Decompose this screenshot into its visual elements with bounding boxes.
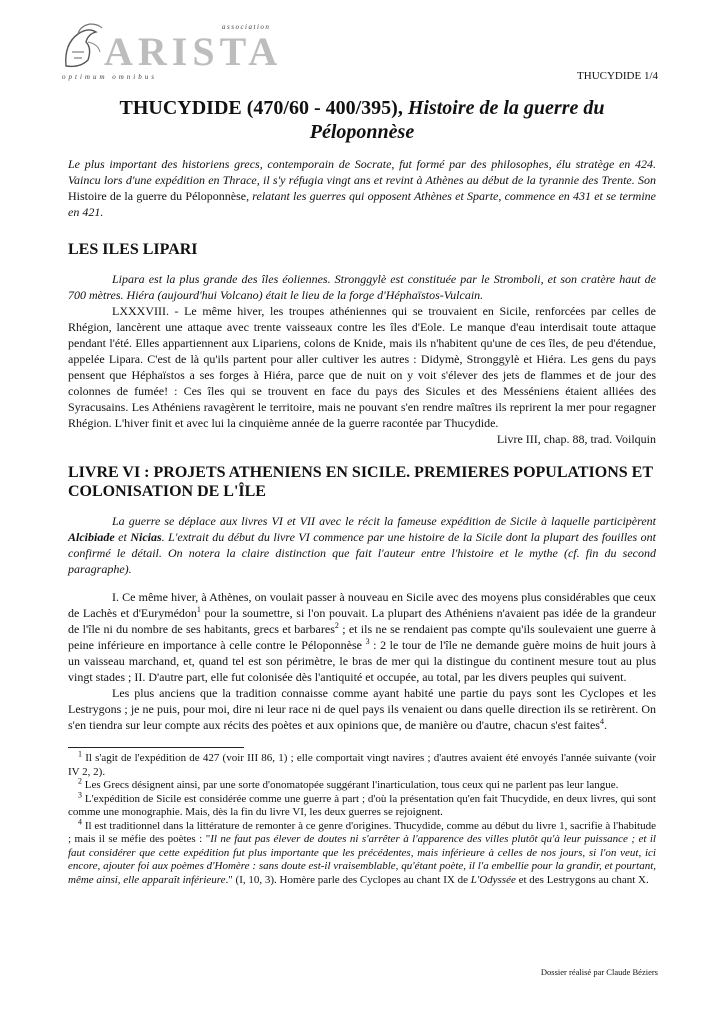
- p1-text-d: : 2 le tour de l'île ne demande guère moins de huit jours à un vaisseau marchand, et, quand tel est son périmètre, le bras de mer qui la distingue du continent mesure tout au plus vingt stades ; II. D'autre part, elle fut colonisée dès l'antiquité et occupée, au total, par les divers peuples qui suivent.: [68, 638, 656, 684]
- name-alcibiade: Alcibiade: [68, 530, 115, 544]
- warrior-helmet-icon: [58, 22, 104, 72]
- footnote-quote: Il ne faut pas élever de doutes ni s'arrêter à l'apparence des villes plutôt qu'à leur puissance ; et il faut considérer que cette expédition fut plus importante que les précédentes, mais inférieure à celles de nos jours, si l'on veut, ici encore, ajouter foi aux poèmes d'Homère : sans doute est-il vraisemblable, qu'étant poète, il l'a embellie pour la grandir, et pourtant, même ainsi, elle apparaît inférieure: [68, 833, 656, 886]
- footnote-number: 3: [78, 789, 82, 799]
- intro-text-1: Le plus important des historiens grecs, contemporain de Socrate, fut formé par des philosophes, élu stratège en 424. Vaincu lors d'une expédition en Thrace, il s'y réfugia vingt ans et revint à Athènes au début de la tyrannie des Trente. Son: [68, 157, 656, 187]
- footnote-number: 4: [78, 816, 82, 826]
- page-title: [68, 96, 656, 144]
- lead-text-c: . L'extrait du début du livre VI commence par une histoire de la Sicile dont la plupart des fouilles ont confirmé le détail. On notera la claire distinction que fait l'auteur entre l'histoire et le mythe (cf. fin du second paragraphe).: [68, 530, 656, 576]
- logo-motto: optimum omnibus: [62, 73, 157, 81]
- footnote-3: [68, 789, 656, 820]
- title-main: THUCYDIDE (470/60 - 400/395),: [119, 97, 408, 119]
- footnote-text-c: et des Lestrygons au chant X.: [515, 873, 649, 886]
- logo-name: ARISTA: [104, 29, 283, 74]
- title-italic: Histoire de la guerre du Péloponnèse: [309, 97, 605, 143]
- lead-text-b: et: [114, 530, 131, 544]
- footnote-text: L'expédition de Sicile est considérée comme une guerre à part ; d'où la présentation qu'en fait Thucydide, en deux livres, qui sont comme une monographie. Mais, dès la fin du livre VI, les deux guerres se rejoignent.: [68, 792, 656, 818]
- footnote-text: Il s'agit de l'expédition de 427 (voir III 86, 1) ; elle comportait vingt navires ; d'autres avaient été envoyés l'année suivante (voir IV 2, 2).: [68, 752, 656, 778]
- footnote-ref-4[interactable]: 4: [599, 717, 604, 726]
- footnote-number: 2: [78, 776, 82, 786]
- footnote-text-b: ." (I, 10, 3). Homère parle des Cyclopes au chant IX de: [225, 873, 471, 886]
- intro-book-title: Histoire de la guerre du Péloponnèse: [68, 189, 247, 203]
- footnote-ref-3[interactable]: 3: [365, 637, 370, 646]
- footnote-2: [68, 776, 656, 793]
- footnote-text-a: Il est traditionnel dans la littérature de remonter à ce genre d'origines. Thucydide, comme au début du livre 1, sacrifie à l'habitude ; mais il se méfie des poètes : ": [68, 819, 656, 845]
- footer-credit: Dossier réalisé par Claude Béziers: [540, 967, 658, 977]
- p2-text-b: .: [603, 718, 607, 732]
- section2-paragraph-1: [68, 589, 656, 685]
- p1-text-a: I. Ce même hiver, à Athènes, on voulait passer à nouveau en Sicile avec des moyens plus considérables que ceux de Lachès et d'Eurymédon: [68, 590, 656, 620]
- footnote-ref-2[interactable]: 2: [334, 621, 339, 630]
- section2-paragraph-2: [68, 685, 656, 733]
- footnote-odyssey-title: L'Odyssée: [470, 873, 516, 886]
- logo-association-label: association: [222, 23, 271, 31]
- footnote-1: [68, 749, 656, 779]
- document-body: [68, 96, 656, 887]
- intro-text-2: , relatant les guerres qui opposent Athènes et Sparte, commence en 431 et se termine en 421.: [68, 189, 656, 219]
- page-label: THUCYDIDE 1/4: [577, 70, 658, 82]
- intro-paragraph: [68, 156, 656, 220]
- section1-body: LXXXVIII. - Le même hiver, les troupes athéniennes qui se trouvaient en Sicile, renforcées par celles de Rhégion, lancèrent une attaque avec trente vaisseaux contre les îles d'Eole. Le manque d'eau interdisait toute attaque pendant l'été. Elles appartiennent aux Lipariens, colons de Knide, mais ils n'habitent qu'une de ces îles, de peu d'étendue, appelée Lipara. C'est de là qu'ils partent pour aller cultiver les autres : Didymè, Stronggylè et Hiéra. Les gens du pays pensent que Héphaïstos a ses forges à Hiéra, parce que de nuit on y voit s'élever des jets de flammes et de jour des colonnes de fumée! : Ces îles qui se trouvent en face du pays des Sicules et des Messéniens étaient alliées des Syracusains. Les Athéniens ravagèrent le territoire, mais ne pouvant s'en rendre maîtres ils reprirent la mer pour regagner Rhégion. L'hiver finit et avec lui la cinquième année de la guerre racontée par Thucydide.: [68, 304, 656, 430]
- name-nicias: Nicias: [130, 530, 162, 544]
- footnote-text: Les Grecs désignent ainsi, par une sorte d'onomatopée suggérant l'inarticulation, tous ceux qui ne parlent pas leur langue.: [82, 779, 619, 791]
- section2-lead: [68, 513, 656, 577]
- footnote-ref-1[interactable]: 1: [196, 605, 201, 614]
- p1-text-c: ; et ils ne se rendaient pas compte qu'ils soulevaient une guerre à peine inférieure en importance à celle contre le Péloponnèse: [68, 622, 656, 652]
- section-title-lipari: LES ILES LIPARI: [68, 241, 198, 258]
- footnote-number: 1: [78, 749, 82, 759]
- p1-text-b: pour la soumettre, si l'on pouvait. La plupart des Athéniens n'avaient pas idée de la grandeur de l'île ni du nombre de ses habitants, grecs et barbares: [68, 606, 656, 636]
- section-title-livre-vi: LIVRE VI : PROJETS ATHENIENS EN SICILE. PREMIERES POPULATIONS ET COLONISATION DE L'ÎLE: [68, 464, 653, 500]
- lead-text-a: La guerre se déplace aux livres VI et VII avec le récit la fameuse expédition de Sicile à laquelle participèrent: [112, 514, 656, 528]
- section1-source: Livre III, chap. 88, trad. Voilquin: [496, 432, 656, 446]
- p2-text-a: Les plus anciens que la tradition connaisse comme ayant habité une partie du pays sont les Cyclopes et les Lestrygons ; je ne puis, pour moi, dire ni leur race ni de quel pays ils venaient ou dans quelle direction ils se retirèrent. On s'en tiendra sur leur compte aux récits des poètes et aux opinions que, de manière ou d'autre, chacun s'est faites: [68, 686, 656, 732]
- arista-logo: [58, 20, 283, 81]
- footnote-4: [68, 816, 656, 888]
- footnote-divider: [68, 747, 244, 748]
- section1-lead: Lipara est la plus grande des îles éoliennes. Stronggylè est constituée par le Stromboli, et son cratère haut de 700 mètres. Hiéra (aujourd'hui Volcano) était le lieu de la forge d'Héphaïstos-Vulcain.: [68, 272, 656, 302]
